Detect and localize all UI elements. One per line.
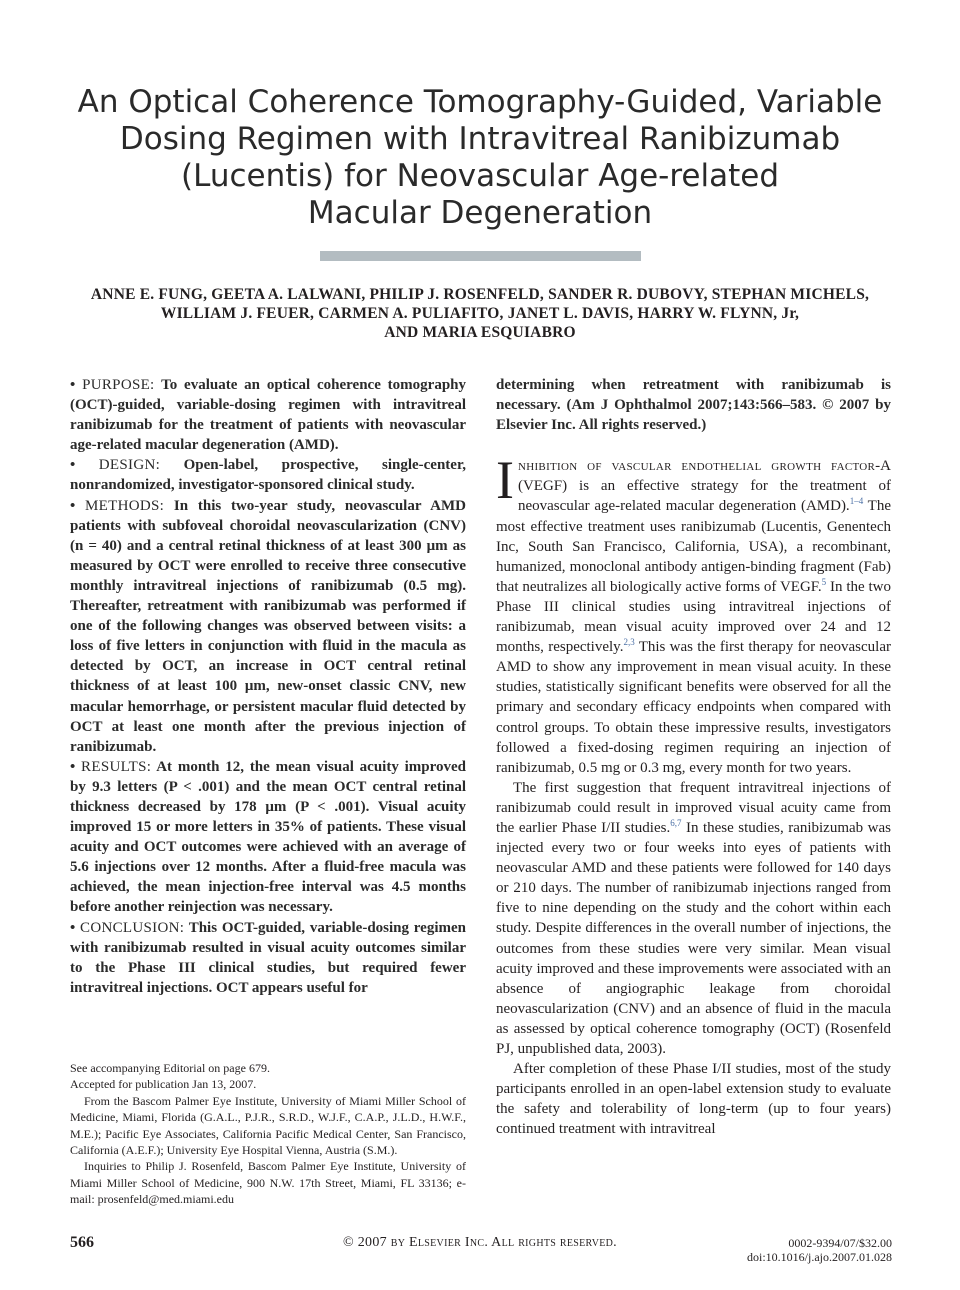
- methods-text: In this two-year study, neovascular AMD patients with subfoveal choroidal neovascularization (CNV) (n = 40) and a central retinal thickness of at least 300 μm as measured by OCT were enrolled to receive three consecutive monthly intravitreal injections of ranibizumab (0.5 mg). Thereafter, retreatment with ranibizumab was performed if one of the following changes was observed between visits: a loss of five letters in conjunction with fluid in the macula as detected by OCT, an increase in OCT central retinal thickness of at least 100 μm, new-onset classic CNV, new macular hemorrhage, or persistent macular fluid detected by OCT at least one month after the previous injection of ranibizumab.: [70, 497, 467, 755]
- author-line: ANNE E. FUNG, GEETA A. LALWANI, PHILIP J. ROSENFELD, SANDER R. DUBOVY, STEPHAN MICHELS,: [90, 286, 870, 303]
- body-text: This was the first therapy for neovascular AMD to show any improvement in mean visual acuity. In these studies, statistically significant benefits were observed for all the primary and secondary efficacy endpoints when compared with control groups. To obtain these impressive results, investigators followed a fixed-dosing regimen requiring an injection of ranibizumab, 0.5 mg or 0.3 mg, every month for two years.: [496, 639, 891, 776]
- issn-doi-footer: [747, 1236, 892, 1264]
- affiliations-note: From the Bascom Palmer Eye Institute, University of Miami Miller School of Medicine, Miami, Florida (G.A.L., P.J.R., S.R.D., W.J.F., C.A.P., J.L.D., H.W.F., M.E.); Pacific Eye Associates, California Pacific Medical Center, San Francisco, California (A.E.F.); University Eye Hospital Vienna, Austria (S.M.).: [70, 1093, 466, 1158]
- reference-link[interactable]: 6,7: [670, 817, 682, 828]
- title-line: An Optical Coherence Tomography-Guided, Variable: [77, 84, 883, 120]
- title-line: Dosing Regimen with Intravitreal Ranibizumab: [119, 121, 841, 157]
- results-text: At month 12, the mean visual acuity improved by 9.3 letters (P < .001) and the mean OCT central retinal thickness decreased by 178 μm (P < .001). Visual acuity improved 15 or more letters in 35% of patients. These visual acuity and OCT outcomes were achieved with an average of 5.6 injections over 12 months. After a fluid-free macula was achieved, the mean injection-free interval was 4.5 months before another reinjection was necessary.: [70, 758, 466, 916]
- abstract-results: [70, 757, 466, 918]
- article-title: [60, 84, 900, 232]
- author-line: AND MARIA ESQUIABRO: [384, 324, 576, 341]
- inquiries-note: Inquiries to Philip J. Rosenfeld, Bascom Palmer Eye Institute, University of Miami Miller School of Medicine, 900 N.W. 17th Street, Miami, FL 33136; e-mail: prosenfeld@med.miami.edu: [70, 1159, 466, 1207]
- title-divider: [320, 251, 641, 261]
- body-text: -A (VEGF) is an effective strategy for the treatment of neovascular age-related macular degeneration (AMD).: [517, 458, 891, 515]
- bullet-icon: •: [70, 497, 76, 514]
- body-column: [496, 375, 891, 1139]
- journal-citation: (Am J Ophthalmol 2007;143:566–583. © 2007 by Elsevier Inc. All rights reserved.): [496, 397, 891, 434]
- accepted-note: Accepted for publication Jan 13, 2007.: [70, 1077, 257, 1092]
- conclusion-label: CONCLUSION:: [80, 919, 185, 936]
- results-label: RESULTS:: [81, 758, 152, 775]
- abstract-conclusion: [70, 918, 466, 998]
- reference-link[interactable]: 1–4: [849, 496, 864, 507]
- abstract-purpose: [70, 375, 466, 455]
- body-text: In the two Phase III clinical studies using intravitreal injections of ranibizumab, mean visual acuity improved over 24 and 12 months, respectively.: [496, 578, 891, 656]
- design-text: Open-label, prospective, single-center, nonrandomized, investigator-sponsored clinical study.: [70, 457, 466, 494]
- purpose-text: To evaluate an optical coherence tomography (OCT)-guided, variable-dosing regimen with intravitreal ranibizumab for the treatment of patients with neovascular age-related macular degeneration (AMD).: [70, 377, 467, 454]
- page-number: 566: [70, 1234, 94, 1251]
- abstract-continuation: [496, 375, 891, 435]
- methods-label: METHODS:: [85, 497, 165, 514]
- copyright-footer: © 2007 by Elsevier Inc. All rights reserved.: [343, 1235, 617, 1250]
- reference-link[interactable]: 5: [821, 576, 827, 587]
- body-text: The most effective treatment uses ranibizumab (Lucentis, Genentech Inc, South San Francisco, California, USA), a recombinant, humanized, monoclonal antibody antigen-binding fragment (Fab) that neutralizes all biologically active forms of VEGF.: [496, 498, 891, 595]
- title-line: (Lucentis) for Neovascular Age-related: [181, 158, 779, 194]
- editorial-note: See accompanying Editorial on page 679.: [70, 1061, 270, 1075]
- conclusion-continued: determining when retreatment with ranibizumab is necessary.: [496, 377, 891, 414]
- body-paragraph: After completion of these Phase I/II studies, most of the study participants enrolled in an open-label extension study to evaluate the safety and tolerability of long-term (up to four years) continued treatment with intravitreal: [496, 1061, 891, 1138]
- doi: doi:10.1016/j.ajo.2007.01.028: [747, 1250, 892, 1264]
- introduction: [496, 450, 891, 1139]
- abstract-column: [70, 375, 466, 998]
- issn: 0002-9394/07/$32.00: [788, 1236, 892, 1250]
- abstract-design: [70, 455, 466, 495]
- front-matter-notes: [70, 1060, 466, 1208]
- drop-cap: I: [496, 450, 514, 511]
- purpose-label: PURPOSE:: [82, 377, 155, 393]
- body-text: The first suggestion that frequent intravitreal injections of ranibizumab could result in improved visual acuity came from the earlier Phase I/II studies.: [496, 779, 891, 836]
- title-line: Macular Degeneration: [307, 195, 653, 231]
- bullet-icon: •: [70, 457, 76, 474]
- conclusion-text: This OCT-guided, variable-dosing regimen with ranibizumab resulted in visual acuity outcomes similar to the Phase III clinical studies, but required fewer intravitreal injections. OCT appears useful for: [70, 919, 466, 996]
- body-paragraph: [496, 778, 891, 1059]
- body-paragraph: [496, 450, 891, 778]
- bullet-icon: •: [70, 919, 76, 936]
- author-list: [40, 285, 920, 342]
- reference-link[interactable]: 2,3: [623, 637, 635, 648]
- lead-in-caps: nhibition of vascular endothelial growth factor: [517, 458, 876, 475]
- bullet-icon: •: [70, 758, 76, 775]
- bullet-icon: •: [70, 377, 76, 393]
- author-line: WILLIAM J. FEUER, CARMEN A. PULIAFITO, JANET L. DAVIS, HARRY W. FLYNN, Jr,: [160, 305, 800, 322]
- design-label: DESIGN:: [98, 457, 161, 474]
- body-text: In these studies, ranibizumab was injected every two or four weeks into eyes of patients with neovascular AMD and these patients were followed for 140 days or 210 days. The number of ranibizumab injections ranged from five to nine depending on the study and the cohort within each study. Despite differences in the overall number of injections, the outcomes from these studies were very similar. Mean visual acuity improved and these improvements were associated with an absence of angiographic leakage from choroidal neovascularization (CNV) and an absence of fluid in the macula as assessed by optical coherence tomography (OCT) (Rosenfeld PJ, unpublished data, 2003).: [496, 819, 891, 1057]
- abstract-methods: [70, 496, 466, 757]
